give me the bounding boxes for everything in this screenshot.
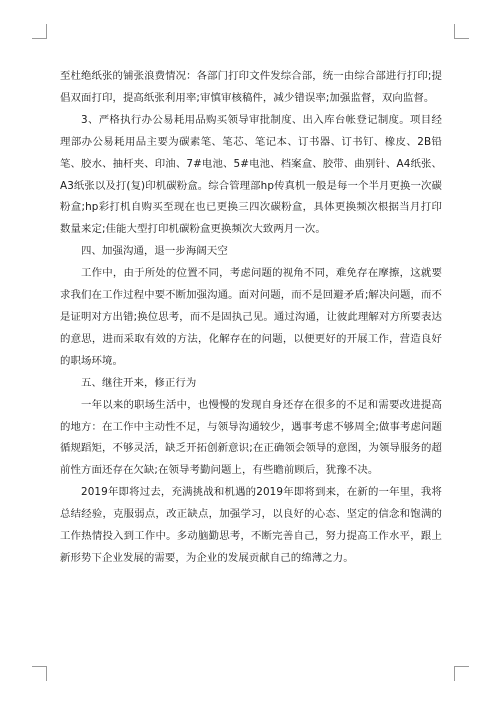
crop-mark-bottom-left — [32, 666, 47, 681]
heading-improvement: 五、继往开来，修正行为 — [81, 376, 197, 389]
heading-communication: 四、加强沟通，退一步海阔天空 — [81, 245, 228, 258]
crop-mark-top-left — [32, 24, 47, 39]
paragraph-paper-saving: 至杜绝纸张的铺张浪费情况：各部门打印文件发综合部，统一由综合部进行打印;提倡双面打印，提高纸张利用率;审慎审核稿件，减少错误率;加强监督，双向监督。 — [60, 70, 442, 104]
paragraph-communication: 工作中，由于所处的位置不同，考虑问题的视角不同，难免存在摩擦，这就要求我们在工作过程中要不断加强沟通。面对问题，而不是回避矛盾;解决问题，而不是证明对方出错;换位思考，而不是固执己见。通过沟通，让彼此理解对方所要表达的意思，进而采取有效的方法，化解存在的问题，以便更好的开展工作，营造良好的职场环境。 — [60, 267, 442, 367]
document-body — [60, 66, 442, 570]
paragraph-outlook: 2019年即将过去，充满挑战和机遇的2019年即将到来，在新的一年里，我将总结经验，克服弱点，改正缺点，加强学习，以良好的心态、坚定的信念和饱满的工作热情投入到工作中。多动脑勤思考，不断完善自己，努力提高工作水平，跟上新形势下企业发展的需要，为企业的发展贡献自己的绵薄之力。 — [60, 486, 442, 564]
crop-mark-bottom-right — [454, 666, 469, 681]
paragraph-shortcomings: 一年以来的职场生活中，也慢慢的发现自身还存在很多的不足和需要改进提高的地方：在工作中主动性不足，与领导沟通较少，遇事考虑不够周全;做事考虑问题循规蹈矩，不够灵活，缺乏开拓创新意识;在正确领会领导的意图，为领导服务的超前性方面还存在欠缺;在领导考勤问题上，有些瞻前顾后，犹豫不决。 — [60, 398, 442, 477]
crop-mark-top-right — [454, 24, 469, 39]
paragraph-office-supplies: 3、严格执行办公易耗用品购买领导审批制度、出入库台帐登记制度。项目经理部办公易耗用品主要为碳素笔、笔芯、笔记本、订书器、订书钉、橡皮、2B铅笔、胶水、抽杆夹、印油、7#电池、5#电池、档案盒、胶带、曲别针、A4纸张、A3纸张以及打(复)印机碳粉盒。综合管理部hp传真机一般是每一个半月更换一次碳粉盒;hp彩打机自购买至现在也已更换三四次碳粉盒，具体更换频次根据当月打印数量来定;佳能大型打印机碳粉盒更换频次大致两月一次。 — [60, 113, 442, 236]
